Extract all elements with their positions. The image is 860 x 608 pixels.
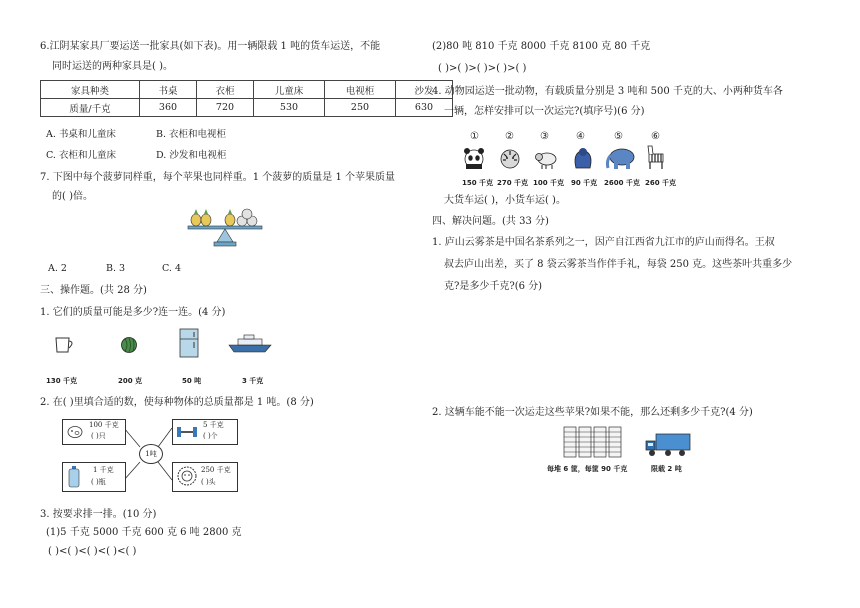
table-cell: 质量/千克 — [41, 99, 140, 117]
table-header-row — [41, 81, 453, 99]
section-3-heading: 三、操作题。(共 28 分) — [40, 285, 147, 296]
q6-text-line2: 同时运送的两种家具是( )。 — [52, 61, 173, 72]
q7-text-line2: 的( )倍。 — [52, 191, 93, 202]
op4-answer-line: 大货车运( )，小货车运( )。 — [444, 195, 566, 206]
bottle-weight: 1 千克 — [93, 466, 114, 474]
dumbbell-count-blank: ( )个 — [203, 432, 218, 440]
animal-number-4: ④ — [576, 131, 585, 142]
elephant-icon — [604, 146, 636, 170]
animal-number-6: ⑥ — [651, 131, 660, 142]
water-bottle-icon — [68, 466, 80, 488]
op2-title: 2. 在( )里填合适的数，使每种物体的总质量都是 1 吨。(8 分) — [40, 397, 314, 408]
q6-option-c: C. 衣柜和儿童床 — [46, 150, 116, 161]
q6-text-line1: 6.江阴某家具厂要运送一批家具(如下表)。用一辆限载 1 吨的货车运送，不能 — [40, 41, 381, 52]
table-cell: 630 — [396, 99, 453, 117]
lion-weight: 250 千克 — [201, 466, 231, 474]
op1-label-2: 200 克 — [118, 377, 143, 385]
op3-part1-blanks: ( )<( )<( )<( )<( ) — [48, 546, 137, 557]
animal-number-2: ② — [505, 131, 514, 142]
truck-icon — [644, 432, 692, 458]
table-cell: 530 — [254, 99, 325, 117]
op1-label-3: 50 吨 — [182, 377, 202, 385]
op3-title: 3. 按要求排一排。(10 分) — [40, 509, 157, 520]
op1-title: 1. 它们的质量可能是多少?连一连。(4 分) — [40, 307, 226, 318]
animal-number-3: ③ — [540, 131, 549, 142]
bottle-count-blank: ( )瓶 — [91, 478, 106, 486]
animal-weight-4: 90 千克 — [571, 179, 598, 187]
table-cell: 电视柜 — [325, 81, 396, 99]
dumbbell-weight: 5 千克 — [203, 421, 224, 429]
truck-caption: 限载 2 吨 — [651, 465, 682, 473]
watermelon-icon — [120, 336, 138, 354]
crates-caption: 每堆 6 筐，每筐 90 千克 — [547, 465, 628, 473]
lion-count-blank: ( )头 — [201, 478, 216, 486]
table-cell: 家具种类 — [41, 81, 140, 99]
pig-count-blank: ( )只 — [91, 432, 106, 440]
animal-weight-5: 2600 千克 — [604, 179, 640, 187]
panda-icon — [462, 146, 486, 170]
pr1-text-line1: 1. 庐山云雾茶是中国名茶系列之一，因产自江西省九江市的庐山而得名。王叔 — [432, 237, 775, 248]
bottle-box — [62, 462, 126, 492]
q7-option-a: A. 2 — [48, 263, 67, 274]
lion-box — [172, 462, 238, 492]
animal-weight-2: 270 千克 — [497, 179, 529, 187]
q6-option-b: B. 衣柜和电视柜 — [156, 129, 227, 140]
table-cell: 书桌 — [140, 81, 197, 99]
q7-option-b: B. 3 — [106, 263, 126, 274]
op1-label-4: 3 千克 — [242, 377, 264, 385]
ship-icon — [228, 334, 272, 354]
q6-option-d: D. 沙发和电视柜 — [156, 150, 227, 161]
op3-part2: (2)80 吨 810 千克 8000 千克 8100 克 80 千克 — [432, 41, 651, 52]
animal-weight-6: 260 千克 — [645, 179, 677, 187]
pig-box — [62, 419, 126, 445]
dumbbell-icon — [176, 425, 198, 439]
table-cell: 衣柜 — [197, 81, 254, 99]
dumbbell-box — [172, 419, 238, 445]
table-cell: 360 — [140, 99, 197, 117]
pr2-title: 2. 这辆车能不能一次运走这些苹果?如果不能，那么还剩多少千克?(4 分) — [432, 407, 753, 418]
pr1-text-line2: 叔去庐山出差，买了 8 袋云雾茶当作伴手礼，每袋 250 克。这些茶叶共重多少 — [444, 259, 793, 270]
section-4-heading: 四、解决问题。(共 33 分) — [432, 216, 549, 227]
op3-part1: (1)5 千克 5000 千克 600 克 6 吨 2800 克 — [46, 527, 242, 538]
cup-icon — [54, 336, 76, 354]
gorilla-icon — [570, 144, 596, 170]
pr1-text-line3: 克?是多少千克?(6 分) — [444, 281, 543, 292]
pig-icon — [66, 422, 84, 440]
q7-text-line1: 7. 下图中每个菠萝同样重，每个苹果也同样重。1 个菠萝的质量是 1 个苹果质量 — [40, 172, 395, 183]
balance-scale-icon — [186, 208, 264, 248]
animal-number-1: ① — [470, 131, 479, 142]
animal-number-5: ⑤ — [614, 131, 623, 142]
pig-weight: 100 千克 — [89, 421, 119, 429]
zebra-icon — [644, 144, 668, 170]
sheep-icon — [534, 148, 558, 170]
lion-icon — [176, 465, 198, 489]
op1-label-1: 130 千克 — [46, 377, 78, 385]
table-cell: 儿童床 — [254, 81, 325, 99]
furniture-table — [40, 80, 453, 117]
table-row — [41, 99, 453, 117]
op4-text-line2: 一辆，怎样安排可以一次运完?(填序号)(6 分) — [444, 106, 645, 117]
apple-crates-icon — [562, 425, 626, 459]
refrigerator-icon — [178, 328, 200, 358]
animal-weight-3: 100 千克 — [533, 179, 565, 187]
op3-part2-blanks: ( )>( )>( )>( )>( ) — [438, 63, 527, 74]
one-ton-circle: 1吨 — [139, 444, 163, 464]
table-cell: 沙发 — [396, 81, 453, 99]
animal-weight-1: 150 千克 — [462, 179, 494, 187]
table-cell: 720 — [197, 99, 254, 117]
op4-text-line1: 4. 动物园运送一批动物，有载质量分别是 3 吨和 500 千克的大、小两种货车各 — [432, 86, 783, 97]
table-cell: 250 — [325, 99, 396, 117]
tiger-icon — [498, 146, 522, 170]
q7-option-c: C. 4 — [162, 263, 182, 274]
q6-option-a: A. 书桌和儿童床 — [46, 129, 116, 140]
